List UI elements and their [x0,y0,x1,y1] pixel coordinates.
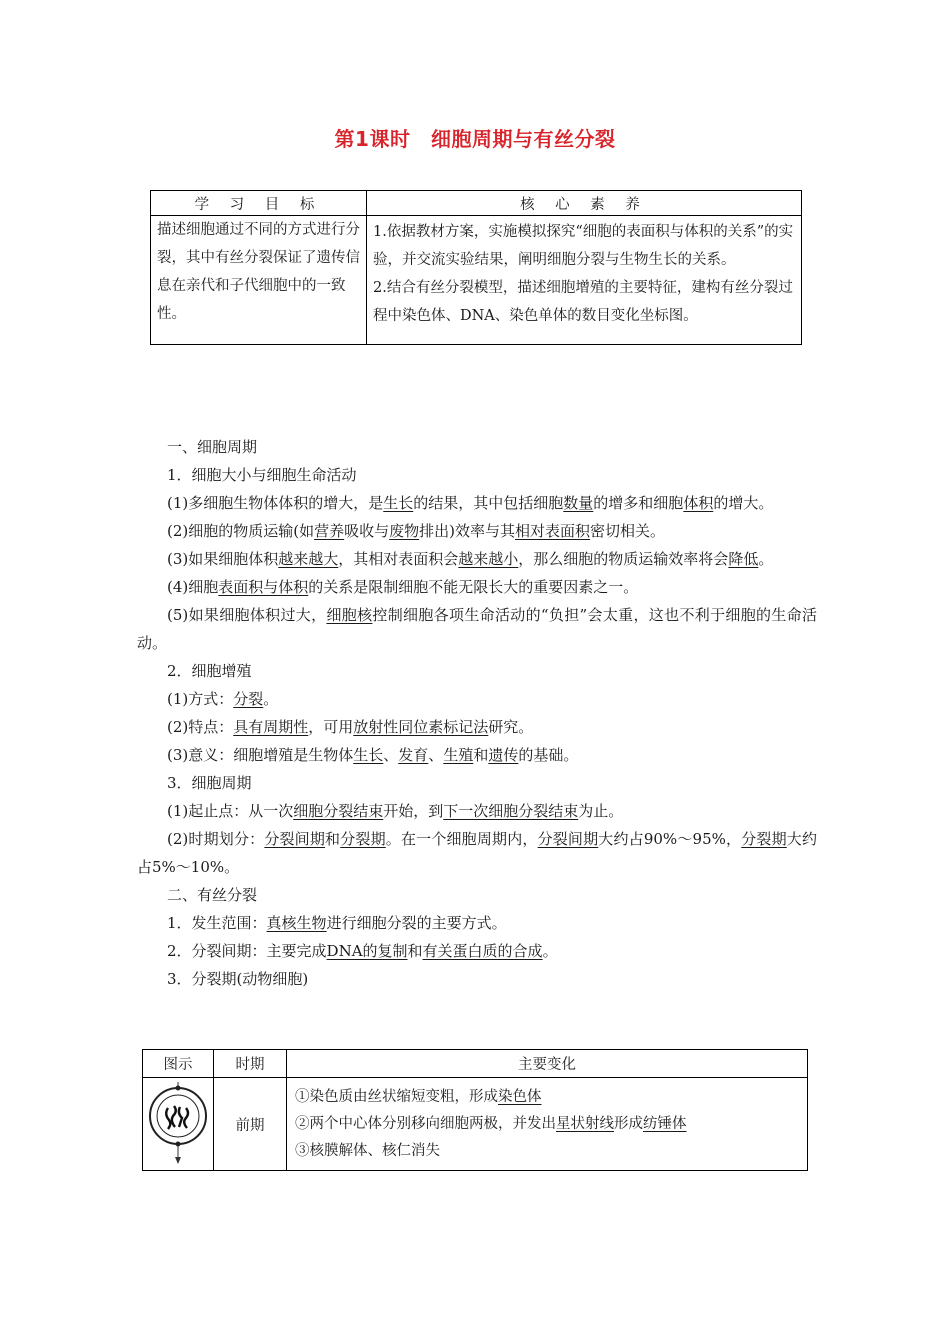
fill-answer: 放射性同位素标记法 [353,718,489,736]
fill-answer: 分裂 [233,690,264,708]
paragraph: (4)细胞表面积与体积的关系是限制细胞不能无限长大的重要因素之一。 [167,578,639,596]
subsection-heading: 3．分裂期(动物细胞) [167,970,309,988]
fill-answer: 真核生物 [266,914,327,932]
literacy-item-2: 2.结合有丝分裂模型，描述细胞增殖的主要特征，建构有丝分裂过程中染色体、DNA、染色单体的数目变化坐标图。 [373,280,793,324]
fill-answer: 废物 [389,522,420,540]
section-heading: 一、细胞周期 [167,438,258,456]
fill-answer: 细胞分裂结束 [293,802,384,820]
change-item-3: ③核膜解体、核仁消失 [295,1142,440,1159]
fill-answer: 生长 [353,746,384,764]
fill-answer: 分裂期 [340,830,386,848]
subsection-heading: 3．细胞周期 [167,774,252,792]
fill-answer: 降低 [728,550,759,568]
fill-answer: 体积 [683,494,714,512]
fill-answer: 染色体 [498,1088,542,1105]
fill-answer: 分裂期 [741,830,787,848]
prophase-cell-diagram [146,1078,210,1166]
fill-answer: 分裂间期 [264,830,326,848]
fill-answer: 纺锤体 [643,1115,687,1132]
paragraph: (2)特点：具有周期性，可用放射性同位素标记法研究。 [167,718,534,736]
section-heading: 二、有丝分裂 [167,886,258,904]
change-item-1: ①染色质由丝状缩短变粗，形成染色体 [295,1088,542,1105]
fill-answer: 生长 [383,494,414,512]
fill-answer: 具有周期性 [233,718,309,736]
subsection-heading: 1．细胞大小与细胞生命活动 [167,466,357,484]
fill-answer: 相对表面积 [515,522,591,540]
fill-answer: 营养 [314,522,345,540]
page-title: 第1课时 细胞周期与有丝分裂 [334,127,616,151]
fill-answer: DNA的复制 [326,942,408,960]
literacy-item-1: 1.依据教材方案，实施模拟探究“细胞的表面积与体积的关系”的实验，并交流实验结果，阐明细胞分裂与生物生长的关系。 [373,224,794,268]
paragraph: (3)如果细胞体积越来越大，其相对表面积会越来越小，那么细胞的物质运输效率将会降低。 [167,550,774,568]
paragraph: (2)时期划分：分裂间期和分裂期。在一个细胞周期内，分裂间期大约占90%～95%，分裂期大约占5%～10%。 [137,830,817,876]
fill-answer: 星状射线 [556,1115,614,1132]
change-item-2: ②两个中心体分别移向细胞两极，并发出星状射线形成纺锤体 [295,1115,687,1132]
fill-answer: 数量 [563,494,594,512]
subsection-heading: 2．细胞增殖 [167,662,252,680]
header-period: 时期 [214,1050,287,1078]
paragraph: 2．分裂间期：主要完成DNA的复制和有关蛋白质的合成。 [167,942,558,960]
fill-answer: 发育 [398,746,429,764]
fill-answer: 生殖 [443,746,474,764]
fill-answer: 越来越大 [278,550,339,568]
core-literacy-cell [367,216,802,345]
paragraph: (1)多细胞生物体体积的增大，是生长的结果，其中包括细胞数量的增多和细胞体积的增大。 [167,494,774,512]
fill-answer: 分裂间期 [537,830,599,848]
fill-answer: 越来越小 [458,550,519,568]
fill-answer: 有关蛋白质的合成 [422,942,543,960]
fill-answer: 遗传 [488,746,519,764]
learning-goals-table [150,190,802,345]
mitosis-phase-table [142,1049,808,1171]
period-cell: 前期 [214,1078,287,1171]
fill-answer: 下一次细胞分裂结束 [443,802,579,820]
fill-answer: 细胞核 [326,606,373,624]
paragraph: (5)如果细胞体积过大，细胞核控制细胞各项生命活动的“负担”会太重，这也不利于细胞的生命活动。 [137,606,817,652]
learning-goal-cell: 描述细胞通过不同的方式进行分裂，其中有丝分裂保证了遗传信息在亲代和子代细胞中的一致性。 [151,216,367,345]
main-changes-cell [287,1078,808,1171]
header-main-changes: 主要变化 [287,1050,808,1078]
header-diagram: 图示 [143,1050,214,1078]
lesson-body [137,433,817,993]
fill-answer: 表面积与体积 [218,578,309,596]
paragraph: 1．发生范围：真核生物进行细胞分裂的主要方式。 [167,914,507,932]
header-learning-goals: 学 习 目 标 [151,191,367,216]
paragraph: (2)细胞的物质运输(如营养吸收与废物排出)效率与其相对表面积密切相关。 [167,522,666,540]
paragraph: (1)方式：分裂。 [167,690,279,708]
paragraph: (3)意义：细胞增殖是生物体生长、发育、生殖和遗传的基础。 [167,746,579,764]
header-core-literacy: 核 心 素 养 [367,191,802,216]
paragraph: (1)起止点：从一次细胞分裂结束开始，到下一次细胞分裂结束为止。 [167,802,624,820]
prophase-diagram-cell [143,1078,214,1171]
